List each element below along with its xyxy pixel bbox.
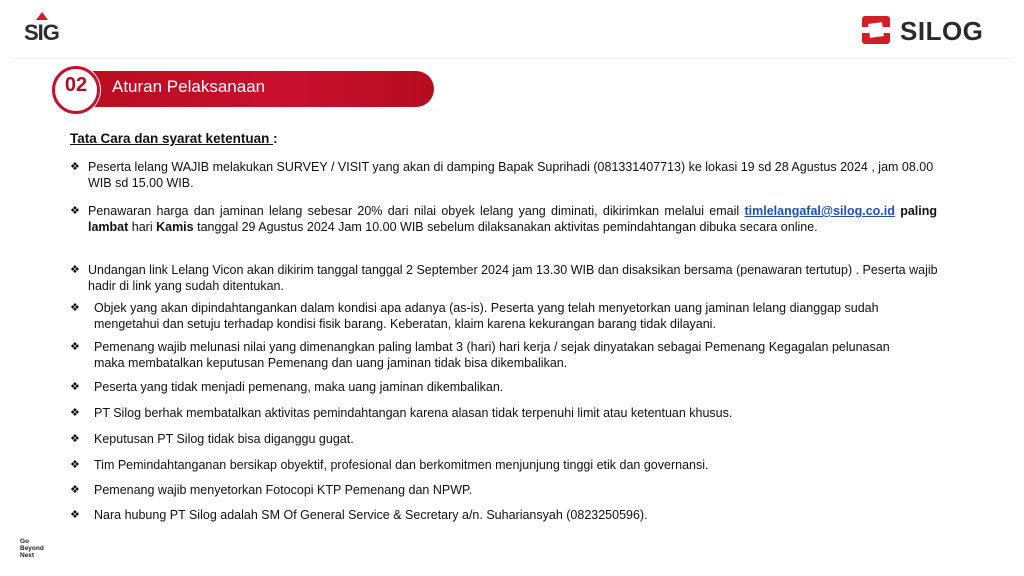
list-item-text: Peserta lelang WAJIB melakukan SURVEY / VISIT yang akan di damping Bapak Suprihadi (081331407713) ke lokasi 19 sd 28 Agustus 2024 , jam 08.00 WIB sd 15.00 WIB. <box>88 160 934 190</box>
list-item-text: Peserta yang tidak menjadi pemenang, maka uang jaminan dikembalikan. <box>94 380 504 394</box>
diamond-bullet-icon: ❖ <box>70 407 80 419</box>
list-item-text: Undangan link Lelang Vicon akan dikirim tanggal tanggal 2 September 2024 jam 13.30 WIB dan disaksikan bersama (penawaran tertutup) . Peserta wajib hadir di link yang sudah ditentukan. <box>88 263 938 293</box>
header-divider <box>12 58 1012 59</box>
diamond-bullet-icon: ❖ <box>70 459 80 471</box>
day-emphasis: Kamis <box>156 219 194 234</box>
rules-heading <box>70 131 278 146</box>
list-item-text <box>88 204 937 235</box>
sig-logo-triangle-icon <box>36 12 48 20</box>
list-item-text-part: hari <box>128 219 157 234</box>
diamond-bullet-icon: ❖ <box>70 161 80 173</box>
sig-logo <box>22 12 78 48</box>
list-item-text: Pemenang wajib melunasi nilai yang dimenangkan paling lambat 3 (hari) hari kerja / sejak dinyatakan sebagai Pemenang Kegagalan pelunasan maka membatalkan keputusan Pemenang dan uang jaminan tidak bisa dikembalikan. <box>94 340 890 370</box>
list-item-text-part: Penawaran harga dan jaminan lelang sebesar 20% dari nilai obyek lelang yang diminati, dikirimkan melalui email <box>88 204 745 218</box>
deadline-emphasis: paling lambat <box>88 204 937 234</box>
list-item-text: PT Silog berhak membatalkan aktivitas pemindahtangan karena alasan tidak terpenuhi limit atau ketentuan khusus. <box>94 406 733 420</box>
sig-logo-text: SIG <box>24 20 59 45</box>
section-number: 02 <box>64 74 88 96</box>
section-title: Aturan Pelaksanaan <box>112 77 266 96</box>
diamond-bullet-icon: ❖ <box>70 205 80 217</box>
list-item-text: Keputusan PT Silog tidak bisa diganggu gugat. <box>94 432 354 446</box>
rules-heading-text: Tata Cara dan syarat ketentuan <box>70 131 274 146</box>
tagline-line: Beyond <box>20 545 44 552</box>
tagline-line: Go <box>20 538 30 545</box>
email-link[interactable]: timlelangafal@silog.co.id <box>744 204 895 218</box>
silog-logo <box>860 14 1005 50</box>
silog-logo-text: SILOG <box>900 16 984 46</box>
list-item-text: Objek yang akan dipindahtangankan dalam kondisi apa adanya (as-is). Peserta yang telah menyetorkan uang jaminan lelang dianggap sudah mengetahui dan setuju terhadap kondisi fisik barang. Keberatan, klaim karena kekurangan barang tidak dilayani. <box>94 301 879 331</box>
diamond-bullet-icon: ❖ <box>70 264 80 276</box>
silog-logo-mark-icon <box>860 14 892 46</box>
footer-tagline <box>20 538 44 559</box>
diamond-bullet-icon: ❖ <box>70 381 80 393</box>
diamond-bullet-icon: ❖ <box>70 302 80 314</box>
list-item-text-part: tanggal 29 Agustus 2024 Jam 10.00 WIB sebelum dilaksanakan aktivitas pemindahtangan dibuka secara online. <box>193 219 818 234</box>
section-banner <box>50 68 434 108</box>
diamond-bullet-icon: ❖ <box>70 509 80 521</box>
tagline-line: Next <box>20 552 35 559</box>
diamond-bullet-icon: ❖ <box>70 484 80 496</box>
diamond-bullet-icon: ❖ <box>70 433 80 445</box>
rules-heading-colon: : <box>273 131 278 146</box>
list-item-text: Tim Pemindahtanganan bersikap obyektif, profesional dan berkomitmen menjunjung tinggi etik dan governansi. <box>94 458 709 472</box>
list-item-text: Pemenang wajib menyetorkan Fotocopi KTP Pemenang dan NPWP. <box>94 483 473 497</box>
diamond-bullet-icon: ❖ <box>70 341 80 353</box>
list-item-text: Nara hubung PT Silog adalah SM Of General Service & Secretary a/n. Suhariansyah (0823250596). <box>94 508 648 522</box>
